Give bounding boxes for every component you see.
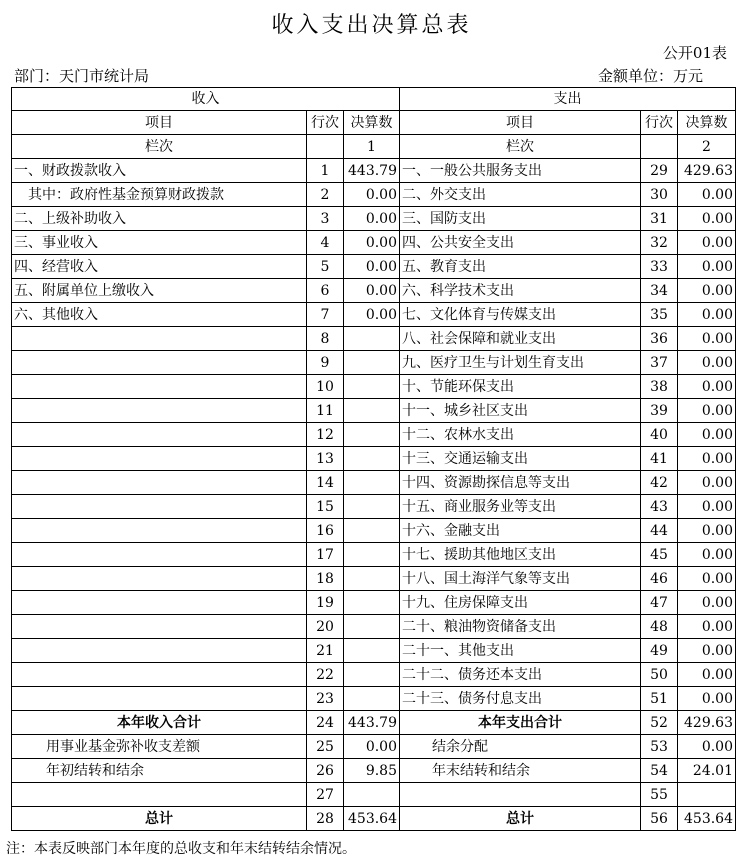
expense-row-no: 50 [641, 663, 678, 687]
expense-item: 五、教育支出 [400, 255, 641, 279]
income-row-no: 15 [307, 495, 344, 519]
income-amount: 453.64 [344, 807, 400, 831]
income-amount [344, 567, 400, 591]
income-amount [344, 519, 400, 543]
page-title: 收入支出决算总表 [271, 13, 472, 38]
expense-item: 十二、农林水支出 [400, 423, 641, 447]
expense-header: 支出 [400, 88, 736, 111]
department-label: 部门：天门市统计局 [14, 67, 150, 85]
income-row-no: 3 [307, 207, 344, 231]
income-row-no: 14 [307, 471, 344, 495]
income-amount [344, 447, 400, 471]
income-item [12, 447, 307, 471]
expense-item: 十五、商业服务业等支出 [400, 495, 641, 519]
table-row [12, 423, 736, 447]
income-amount: 0.00 [344, 735, 400, 759]
expense-amount: 0.00 [678, 327, 736, 351]
income-amount [344, 375, 400, 399]
income-item: 五、附属单位上缴收入 [12, 279, 307, 303]
income-row-no: 11 [307, 399, 344, 423]
income-amount [344, 327, 400, 351]
income-summary-item: 总计 [12, 807, 307, 831]
expense-amount: 0.00 [678, 375, 736, 399]
income-amount: 0.00 [344, 279, 400, 303]
expense-row-no: 45 [641, 543, 678, 567]
expense-amount: 429.63 [678, 711, 736, 735]
expense-item: 三、国防支出 [400, 207, 641, 231]
income-item: 三、事业收入 [12, 231, 307, 255]
expense-amount: 0.00 [678, 231, 736, 255]
expense-amount: 0.00 [678, 423, 736, 447]
expense-row-no: 33 [641, 255, 678, 279]
expense-column-no-label: 栏次 [400, 135, 641, 159]
summary-row [12, 759, 736, 783]
expense-amount: 0.00 [678, 399, 736, 423]
summary-row [12, 711, 736, 735]
expense-amount: 0.00 [678, 543, 736, 567]
table-row [12, 159, 736, 183]
income-item: 六、其他收入 [12, 303, 307, 327]
unit-label: 金额单位：万元 [597, 67, 703, 85]
expense-amount: 0.00 [678, 615, 736, 639]
expense-amount: 24.01 [678, 759, 736, 783]
income-row-no-header: 行次 [307, 111, 344, 135]
expense-row-no: 53 [641, 735, 678, 759]
income-item [12, 351, 307, 375]
expense-item: 二十、粮油物资储备支出 [400, 615, 641, 639]
income-row-no: 26 [307, 759, 344, 783]
expense-row-no: 56 [641, 807, 678, 831]
income-amount: 443.79 [344, 159, 400, 183]
expense-row-no: 54 [641, 759, 678, 783]
income-item-header: 项目 [12, 111, 307, 135]
income-amount [344, 783, 400, 807]
summary-row [12, 807, 736, 831]
table-row [12, 207, 736, 231]
expense-row-no: 43 [641, 495, 678, 519]
income-amount [344, 471, 400, 495]
table-row [12, 279, 736, 303]
expense-row-no: 29 [641, 159, 678, 183]
income-row-no: 17 [307, 543, 344, 567]
table-row [12, 567, 736, 591]
income-item [12, 543, 307, 567]
expense-row-no: 35 [641, 303, 678, 327]
expense-summary-item: 结余分配 [400, 735, 641, 759]
income-amount [344, 423, 400, 447]
expense-amount: 0.00 [678, 471, 736, 495]
income-item [12, 471, 307, 495]
expense-item: 七、文化体育与传媒支出 [400, 303, 641, 327]
income-item [12, 327, 307, 351]
income-amount-header: 决算数 [344, 111, 400, 135]
expense-item: 二十二、债务还本支出 [400, 663, 641, 687]
income-amount [344, 663, 400, 687]
income-item [12, 639, 307, 663]
income-row-no: 4 [307, 231, 344, 255]
expense-amount: 0.00 [678, 207, 736, 231]
income-amount [344, 351, 400, 375]
income-item [12, 591, 307, 615]
income-summary-item: 本年收入合计 [12, 711, 307, 735]
income-amount: 443.79 [344, 711, 400, 735]
expense-item: 十八、国土海洋气象等支出 [400, 567, 641, 591]
table-row [12, 351, 736, 375]
table-row [12, 327, 736, 351]
expense-item: 四、公共安全支出 [400, 231, 641, 255]
expense-row-no: 44 [641, 519, 678, 543]
expense-row-no: 46 [641, 567, 678, 591]
income-amount: 0.00 [344, 231, 400, 255]
expense-summary-item: 年末结转和结余 [400, 759, 641, 783]
table-row [12, 471, 736, 495]
income-row-no: 2 [307, 183, 344, 207]
expense-row-no: 41 [641, 447, 678, 471]
expense-column-no: 2 [678, 135, 736, 159]
income-amount [344, 495, 400, 519]
income-item [12, 663, 307, 687]
expense-item: 九、医疗卫生与计划生育支出 [400, 351, 641, 375]
empty-cell [307, 135, 344, 159]
income-expense-table [11, 87, 736, 831]
income-amount: 0.00 [344, 303, 400, 327]
income-row-no: 27 [307, 783, 344, 807]
income-amount [344, 399, 400, 423]
summary-row [12, 735, 736, 759]
expense-amount [678, 783, 736, 807]
expense-amount: 0.00 [678, 351, 736, 375]
expense-amount: 429.63 [678, 159, 736, 183]
expense-row-no: 55 [641, 783, 678, 807]
expense-amount: 0.00 [678, 447, 736, 471]
expense-item: 十六、金融支出 [400, 519, 641, 543]
income-amount [344, 591, 400, 615]
expense-row-no: 40 [641, 423, 678, 447]
table-row [12, 399, 736, 423]
expense-item: 十、节能环保支出 [400, 375, 641, 399]
expense-row-no-header: 行次 [641, 111, 678, 135]
expense-item: 十四、资源勘探信息等支出 [400, 471, 641, 495]
expense-summary-item [400, 783, 641, 807]
table-row [12, 543, 736, 567]
income-header: 收入 [12, 88, 400, 111]
expense-amount-header: 决算数 [678, 111, 736, 135]
income-item [12, 375, 307, 399]
expense-amount: 0.00 [678, 663, 736, 687]
income-item [12, 399, 307, 423]
income-row-no: 1 [307, 159, 344, 183]
footnote: 注：本表反映部门本年度的总收支和年末结转结余情况。 [6, 841, 356, 857]
expense-item: 十九、住房保障支出 [400, 591, 641, 615]
income-row-no: 12 [307, 423, 344, 447]
form-number: 公开01表 [662, 44, 727, 62]
income-row-no: 6 [307, 279, 344, 303]
expense-row-no: 49 [641, 639, 678, 663]
income-row-no: 20 [307, 615, 344, 639]
income-summary-item: 用事业基金弥补收支差额 [12, 735, 307, 759]
income-amount [344, 615, 400, 639]
expense-row-no: 36 [641, 327, 678, 351]
income-row-no: 24 [307, 711, 344, 735]
expense-amount: 0.00 [678, 591, 736, 615]
income-row-no: 18 [307, 567, 344, 591]
expense-row-no: 30 [641, 183, 678, 207]
expense-row-no: 48 [641, 615, 678, 639]
income-item: 二、上级补助收入 [12, 207, 307, 231]
expense-row-no: 38 [641, 375, 678, 399]
income-row-no: 13 [307, 447, 344, 471]
expense-summary-item: 总计 [400, 807, 641, 831]
table-row [12, 687, 736, 711]
expense-amount: 0.00 [678, 567, 736, 591]
income-item: 一、财政拨款收入 [12, 159, 307, 183]
income-row-no: 19 [307, 591, 344, 615]
income-row-no: 25 [307, 735, 344, 759]
expense-amount: 0.00 [678, 639, 736, 663]
table-row [12, 591, 736, 615]
table-row [12, 495, 736, 519]
expense-row-no: 34 [641, 279, 678, 303]
summary-row [12, 783, 736, 807]
income-amount [344, 543, 400, 567]
column-number-row [12, 135, 736, 159]
income-amount: 0.00 [344, 255, 400, 279]
expense-row-no: 52 [641, 711, 678, 735]
expense-row-no: 42 [641, 471, 678, 495]
income-row-no: 16 [307, 519, 344, 543]
expense-amount: 453.64 [678, 807, 736, 831]
income-row-no: 28 [307, 807, 344, 831]
income-row-no: 9 [307, 351, 344, 375]
expense-item: 十七、援助其他地区支出 [400, 543, 641, 567]
income-amount: 0.00 [344, 183, 400, 207]
income-column-no: 1 [344, 135, 400, 159]
table-row [12, 375, 736, 399]
income-amount [344, 687, 400, 711]
income-item [12, 687, 307, 711]
income-item [12, 423, 307, 447]
income-row-no: 7 [307, 303, 344, 327]
income-row-no: 21 [307, 639, 344, 663]
expense-item: 二十三、债务付息支出 [400, 687, 641, 711]
income-summary-item: 年初结转和结余 [12, 759, 307, 783]
expense-amount: 0.00 [678, 519, 736, 543]
expense-row-no: 39 [641, 399, 678, 423]
expense-summary-item: 本年支出合计 [400, 711, 641, 735]
expense-item: 十三、交通运输支出 [400, 447, 641, 471]
expense-row-no: 37 [641, 351, 678, 375]
income-column-no-label: 栏次 [12, 135, 307, 159]
expense-item: 二十一、其他支出 [400, 639, 641, 663]
table-row [12, 183, 736, 207]
income-row-no: 22 [307, 663, 344, 687]
expense-amount: 0.00 [678, 687, 736, 711]
expense-amount: 0.00 [678, 735, 736, 759]
income-item [12, 495, 307, 519]
income-item: 四、经营收入 [12, 255, 307, 279]
table-row [12, 231, 736, 255]
income-item [12, 519, 307, 543]
expense-row-no: 31 [641, 207, 678, 231]
expense-item: 六、科学技术支出 [400, 279, 641, 303]
expense-item: 八、社会保障和就业支出 [400, 327, 641, 351]
income-item [12, 615, 307, 639]
expense-amount: 0.00 [678, 303, 736, 327]
table-row [12, 303, 736, 327]
expense-row-no: 47 [641, 591, 678, 615]
table-row [12, 255, 736, 279]
income-amount [344, 639, 400, 663]
income-row-no: 5 [307, 255, 344, 279]
income-summary-item [12, 783, 307, 807]
expense-item: 一、一般公共服务支出 [400, 159, 641, 183]
income-row-no: 8 [307, 327, 344, 351]
table-row [12, 663, 736, 687]
income-row-no: 10 [307, 375, 344, 399]
income-item [12, 567, 307, 591]
table-row [12, 447, 736, 471]
expense-row-no: 32 [641, 231, 678, 255]
table-row [12, 519, 736, 543]
expense-row-no: 51 [641, 687, 678, 711]
table-row [12, 615, 736, 639]
expense-amount: 0.00 [678, 255, 736, 279]
section-header-row [12, 88, 736, 111]
income-amount: 9.85 [344, 759, 400, 783]
expense-amount: 0.00 [678, 495, 736, 519]
income-amount: 0.00 [344, 207, 400, 231]
income-row-no: 23 [307, 687, 344, 711]
table-row [12, 639, 736, 663]
expense-item-header: 项目 [400, 111, 641, 135]
expense-amount: 0.00 [678, 183, 736, 207]
expense-item: 二、外交支出 [400, 183, 641, 207]
empty-cell [641, 135, 678, 159]
expense-item: 十一、城乡社区支出 [400, 399, 641, 423]
column-header-row [12, 111, 736, 135]
income-item: 其中：政府性基金预算财政拨款 [12, 183, 307, 207]
expense-amount: 0.00 [678, 279, 736, 303]
